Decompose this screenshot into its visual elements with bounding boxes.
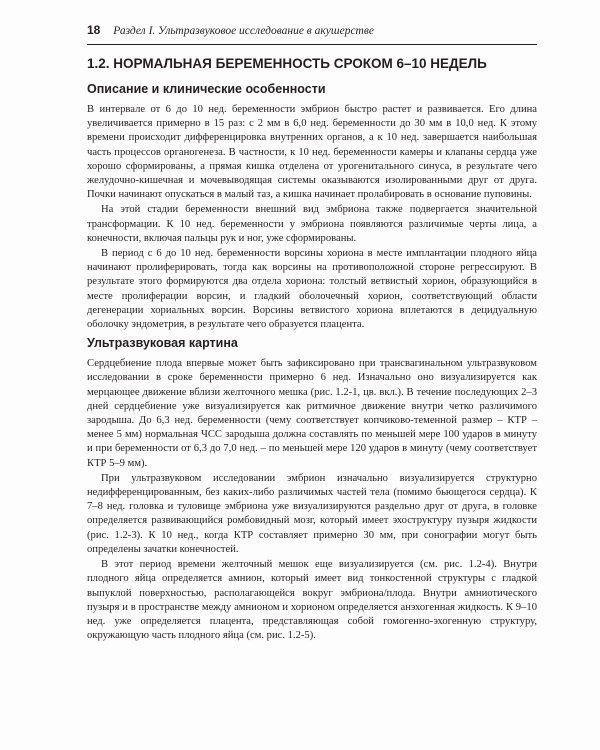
section-title: 1.2. НОРМАЛЬНАЯ БЕРЕМЕННОСТЬ СРОКОМ 6–10 НЕДЕЛЬ <box>87 56 487 71</box>
subsection-heading-ultrasound: Ультразвуковая картина <box>87 336 238 351</box>
paragraph: На этой стадии беременности внешний вид эмбриона также подвергается значительной трансформации. К 10 нед. беременности у эмбриона появляются различимые черты лица, а конечности, включая пальцы рук и ног, уже сформированы. <box>87 204 537 244</box>
paragraph: При ультразвуковом исследовании эмбрион изначально визуализируется структурно недифференцированным, без каких-либо различимых частей тела (помимо бьющегося сердца). К 7–8 нед. головка и туловище эмбриона уже визуализируются раздельно друг от друга, в головке определяется развивающийся ромбовидный мозг, который имеет эхоструктуру пузыря жидкости (рис. 1.2-3). К 10 нед., когда КТР составляет примерно 30 мм, при сонографии могут быть определены зачатки конечностей. <box>87 472 537 555</box>
header-divider <box>87 44 537 45</box>
page-number: 18 <box>87 23 101 37</box>
paragraph: В интервале от 6 до 10 нед. беременности эмбрион быстро растет и развивается. Его длина увеличивается примерно в 15 раз: с 2 мм в 6,0 нед. беременности до 30 мм в 10,0 нед. К этому времени происходит дифференцировка внутренних органов, а к 10 нед. завершается наибольшая часть процессов органогенеза. В частности, к 10 нед. беременности камеры и клапаны сердца уже хорошо сформированы, а прямая кишка отделена от урогенитального синуса, в результате чего желудочно-кишечная и мочевыводящая системы оказываются изолированными друг от друга. Почки начинают опускаться в малый таз, а кишка начинает пролабировать в основание пуповины. <box>87 104 537 201</box>
subsection-heading-description: Описание и клинические особенности <box>87 82 326 96</box>
running-head-title: Раздел I. Ультразвуковое исследование в акушерстве <box>113 25 374 37</box>
page-content <box>87 56 537 644</box>
paragraph: В этот период времени желточный мешок еще визуализируется (см. рис. 1.2-4). Внутри плодного яйца определяется амнион, который имеет вид тонкостенной структуры с гладкой выпуклой поверхностью, располагающейся вокруг эмбриона/плода. Внутри амниотического пузыря и в пространстве между амнионом и хорионом определяется анэхогенная жидкость. К 9–10 нед. уже определяется плацента, представляющая собой гомогенно-эхогенную структуру, окружающую часть плодного яйца (см. рис. 1.2-5). <box>87 559 537 642</box>
paragraph: В период с 6 до 10 нед. беременности ворсины хориона в месте имплантации плодного яйца начинают пролиферировать, тогда как ворсины на противоположной стороне регрессируют. В результате этого формируются два отдела хориона: толстый ветвистый хорион, образующийся в месте пролиферации ворсин, и гладкий оболочечный хорион, соответствующий области дегенерации хориальных ворсин. Ворсины ветвистого хориона вплетаются в децидуальную оболочку эндометрия, в результате чего образуется плацента. <box>87 248 537 331</box>
paragraph: Сердцебиение плода впервые может быть зафиксировано при трансвагинальном ультразвуковом исследовании в сроке беременности примерно 6 нед. Изначально оно визуализируется как мерцающее движение вблизи желточного мешка (рис. 1.2-1, цв. вкл.). В течение последующих 2–3 дней сердцебиение уже визуализируется как ритмичное движение внутри четко различимого зародыша. До 6,3 нед. беременности (чему соответствует копчиково-теменной размер – КТР – менее 5 мм) нормальная ЧСС зародыша должна составлять по меньшей мере 100 ударов в минуту и при беременности от 6,3 до 7,0 нед. – по меньшей мере 120 ударов в минуту (чему соответствует КТР 5–9 мм). <box>87 358 537 469</box>
running-head <box>87 23 527 41</box>
